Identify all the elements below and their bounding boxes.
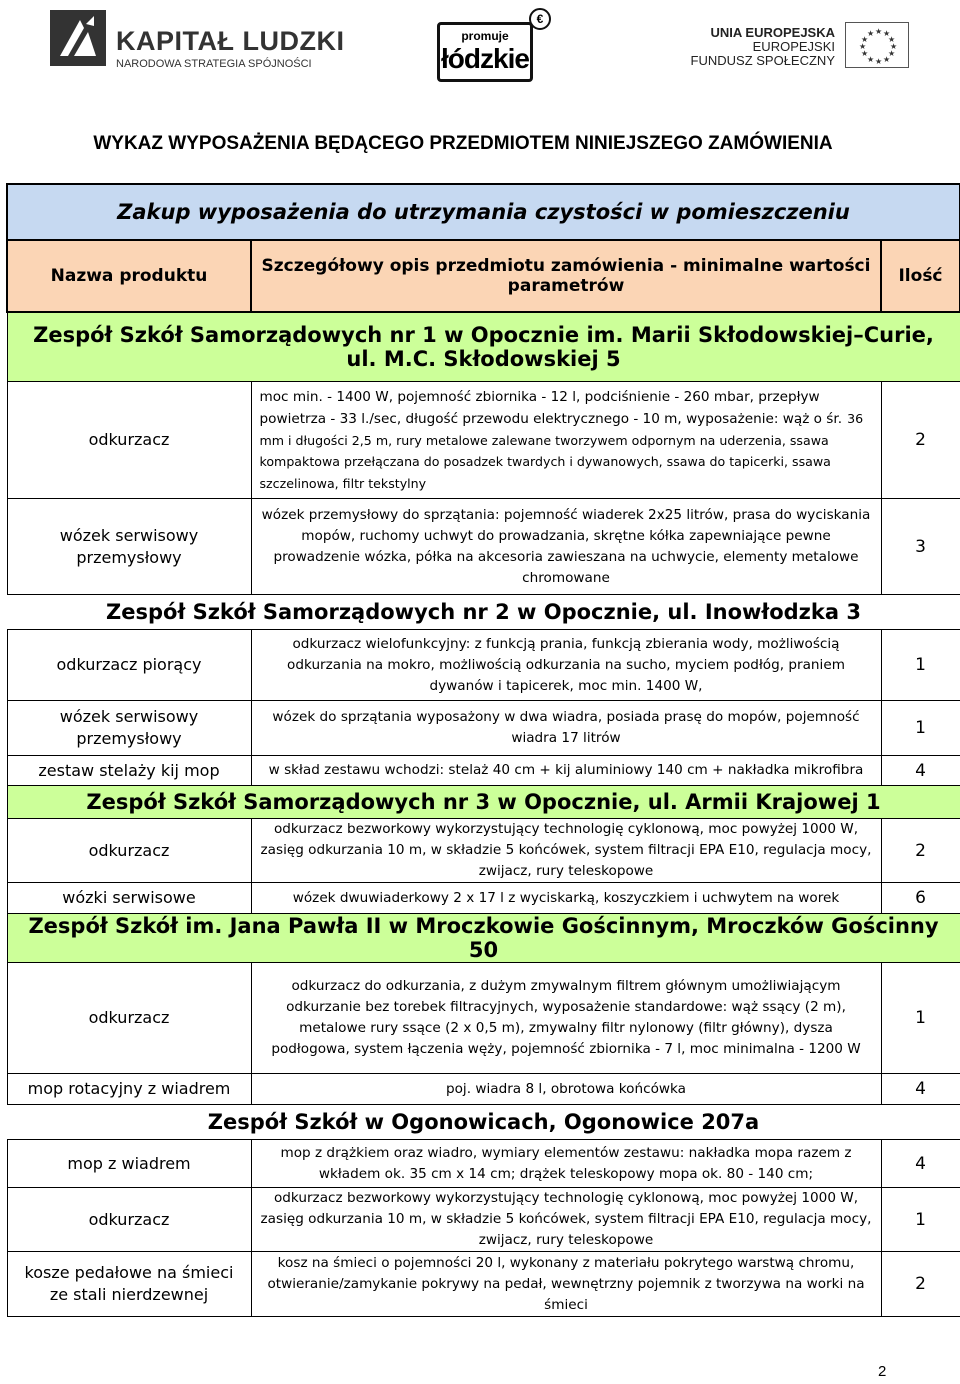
school-name: Zespół Szkół Samorządowych nr 1 w Opocznie im. Marii Skłodowskiej–Curie, ul. M.C. Skłodowskiej 5 <box>7 312 960 382</box>
header-name: Nazwa produktu <box>7 240 251 312</box>
table-row <box>7 1252 960 1317</box>
product-quantity: 2 <box>881 819 960 883</box>
product-name: wózki serwisowe <box>7 883 251 914</box>
school-row <box>7 914 960 963</box>
page-number: 2 <box>878 1363 887 1380</box>
table-row <box>7 499 960 595</box>
product-description: odkurzacz wielofunkcyjny: z funkcją prania, funkcją zbierania wody, możliwością odkurzania na mokro, możliwością odkurzania na sucho, myciem podłóg, praniem dywanów i tapicerek, moc min. 1400 W, <box>251 630 881 701</box>
product-name: odkurzacz <box>7 1188 251 1252</box>
product-quantity: 2 <box>881 382 960 499</box>
document-title: WYKAZ WYPOSAŻENIA BĘDĄCEGO PRZEDMIOTEM NINIEJSZEGO ZAMÓWIENIA <box>93 133 833 154</box>
product-name: odkurzacz <box>7 382 251 499</box>
eu-logo: UNIA EUROPEJSKA EUROPEJSKI FUNDUSZ SPOŁECZNY ★ ★ ★ ★ ★ ★ ★ ★ ★ ★ ★ ★ <box>705 22 915 72</box>
svg-text:★: ★ <box>888 49 896 58</box>
product-description: odkurzacz do odkurzania, z dużym zmywalnym filtrem głównym umożliwiającym odkurzanie bez torebek filtracyjnych, wyposażenie standardowe: wąż ssący (2 m), metalowe rury ssące (2 x 0,5 m), zmywalny filtr nylonowy (filtr główny), dysza podłogowa, system łączenia węży, pojemność zbiornika - 7 l, moc minimalna - 1200 W <box>251 963 881 1074</box>
product-name: wózek serwisowy przemysłowy <box>7 701 251 756</box>
product-quantity: 1 <box>881 963 960 1074</box>
product-name: odkurzacz <box>7 963 251 1074</box>
school-row <box>7 1105 960 1140</box>
svg-text:★: ★ <box>890 42 898 51</box>
svg-text:★: ★ <box>888 35 896 44</box>
kapital-ludzki-icon <box>50 10 106 66</box>
school-name: Zespół Szkół Samorządowych nr 3 w Opocznie, ul. Armii Krajowej 1 <box>7 786 960 819</box>
product-description: wózek przemysłowy do sprzątania: pojemność wiaderek 2x25 litrów, prasa do wyciskania mopów, ruchomy uchwyt do prowadzania, skrętne kółka zapewniające pewne prowadzenie wózka, półka na akcesoria zawieszana na uchwycie, elementy metalowe chromowane <box>251 499 881 595</box>
product-name: kosze pedałowe na śmieci ze stali nierdzewnej <box>7 1252 251 1317</box>
product-description: moc min. - 1400 W, pojemność zbiornika - 12 l, podciśnienie - 260 mbar, przepływ powietrza - 33 l./sec, długość przewodu elektrycznego - 10 m, wyposażenie: wąż o śr. 36 mm i długości 2,5 m, rury metalowe zalewane tworzywem odpornym na uderzenia, ssawa kompaktowa przełączana do posadzek twardych i dywanowych, ssawa do tapicerki, ssawa szczelinowa, filtr tekstylny <box>251 382 881 499</box>
euro-mark-icon: € <box>529 8 551 30</box>
product-name: wózek serwisowy przemysłowy <box>7 499 251 595</box>
promuje-lodzkie-logo <box>437 8 557 80</box>
product-quantity: 6 <box>881 883 960 914</box>
header-logos <box>0 0 960 100</box>
section-title-row <box>7 184 960 240</box>
eu-flag-icon <box>845 22 909 68</box>
product-description: odkurzacz bezworkowy wykorzystujący technologię cyklonową, moc powyżej 1000 W, zasięg odkurzania 10 m, w składzie 5 końcówek, system filtracji EPA E10, regulacja mocy, zwijacz, rury teleskopowe <box>251 1188 881 1252</box>
svg-text:★: ★ <box>859 42 867 51</box>
product-name: odkurzacz piorący <box>7 630 251 701</box>
product-quantity: 1 <box>881 701 960 756</box>
school-name: Zespół Szkół w Ogonowicach, Ogonowice 207a <box>7 1105 960 1140</box>
product-name: mop z wiadrem <box>7 1140 251 1188</box>
equipment-table <box>6 183 960 1317</box>
section-title: Zakup wyposażenia do utrzymania czystości w pomieszczeniu <box>7 184 960 240</box>
table-row <box>7 1188 960 1252</box>
kapital-ludzki-logo: KAPITAŁ LUDZKI NARODOWA STRATEGIA SPÓJNOŚCI <box>50 10 320 80</box>
header-description: Szczegółowy opis przedmiotu zamówienia - minimalne wartości parametrów <box>251 240 881 312</box>
school-name: Zespół Szkół Samorządowych nr 2 w Opocznie, ul. Inowłodzka 3 <box>7 595 960 630</box>
svg-text:★: ★ <box>883 29 891 38</box>
table-row <box>7 1140 960 1188</box>
product-quantity: 4 <box>881 1140 960 1188</box>
svg-text:★: ★ <box>861 49 869 58</box>
product-name: mop rotacyjny z wiadrem <box>7 1074 251 1105</box>
product-name: odkurzacz <box>7 819 251 883</box>
table-row <box>7 819 960 883</box>
product-name: zestaw stelaży kij mop <box>7 756 251 786</box>
product-description: w skład zestawu wchodzi: stelaż 40 cm + kij aluminiowy 140 cm + nakładka mikrofibra <box>251 756 881 786</box>
svg-text:★: ★ <box>875 27 883 36</box>
product-description: odkurzacz bezworkowy wykorzystujący technologię cyklonową, moc powyżej 1000 W, zasięg odkurzania 10 m, w składzie 5 końcówek, system filtracji EPA E10, regulacja mocy, zwijacz, rury teleskopowe <box>251 819 881 883</box>
product-description: wózek do sprzątania wyposażony w dwa wiadra, posiada prasę do mopów, pojemność wiadra 17 litrów <box>251 701 881 756</box>
table-row <box>7 701 960 756</box>
svg-text:★: ★ <box>875 57 883 66</box>
table-row <box>7 883 960 914</box>
product-quantity: 1 <box>881 630 960 701</box>
table-row <box>7 756 960 786</box>
product-description: poj. wiadra 8 l, obrotowa końcówka <box>251 1074 881 1105</box>
product-quantity: 3 <box>881 499 960 595</box>
table-row <box>7 1074 960 1105</box>
lodzkie-frame: promuje łódzkie <box>437 22 533 82</box>
table-row <box>7 382 960 499</box>
table-row <box>7 963 960 1074</box>
product-description: mop z drążkiem oraz wiadro, wymiary elementów zestawu: nakładka mopa razem z wkładem ok. 35 cm x 14 cm; drążek teleskopowy mopa ok. 80 - 140 cm; <box>251 1140 881 1188</box>
table-row <box>7 630 960 701</box>
school-name: Zespół Szkół im. Jana Pawła II w Mroczkowie Gościnnym, Mroczków Gościnny 50 <box>7 914 960 963</box>
product-description: kosz na śmieci o pojemności 20 l, wykonany z materiału pokrytego warstwą chromu, otwieranie/zamykanie pokrywy na pedał, wewnętrzny pojemnik z tworzywa na worki na śmieci <box>251 1252 881 1317</box>
product-quantity: 4 <box>881 756 960 786</box>
school-row <box>7 595 960 630</box>
svg-text:★: ★ <box>861 35 869 44</box>
product-quantity: 4 <box>881 1074 960 1105</box>
header-row <box>7 240 960 312</box>
svg-text:★: ★ <box>867 55 875 64</box>
product-quantity: 1 <box>881 1188 960 1252</box>
product-description: wózek dwuwiaderkowy 2 x 17 l z wyciskarką, koszyczkiem i uchwytem na worek <box>251 883 881 914</box>
school-row <box>7 786 960 819</box>
header-quantity: Ilość <box>881 240 960 312</box>
school-row <box>7 312 960 382</box>
product-quantity: 2 <box>881 1252 960 1317</box>
svg-text:★: ★ <box>867 29 875 38</box>
svg-text:★: ★ <box>883 55 891 64</box>
